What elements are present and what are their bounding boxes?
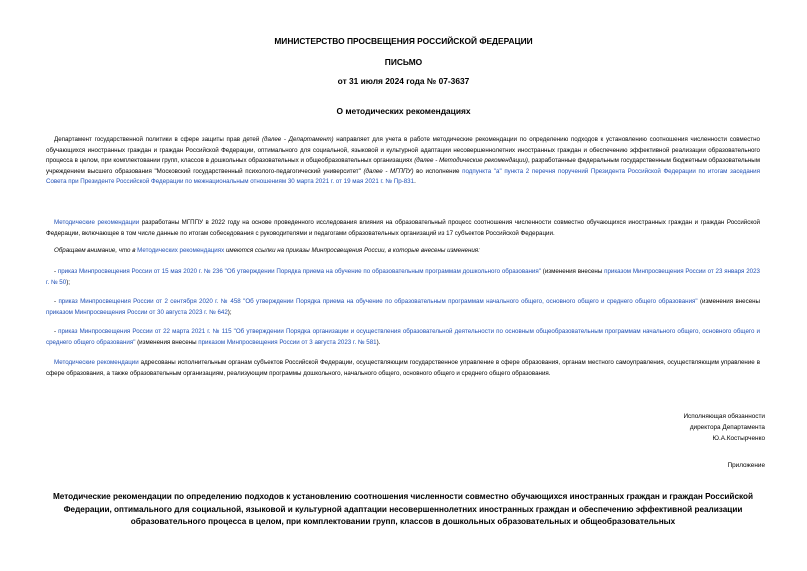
text: .	[414, 178, 416, 186]
document-date-number: от 31 июля 2024 года № 07-3637	[337, 76, 470, 86]
text: (изменения внесены	[540, 268, 605, 275]
signature-department: директора Департамента	[689, 424, 765, 431]
text: ).	[376, 338, 381, 346]
text: );	[66, 278, 70, 286]
text: Департамент государственной политики в сфере защиты прав детей	[54, 136, 262, 143]
text: разработаны МГППУ в 2022 году на основе проведенного исследования влияния на образовательный процесс соотношения численности совместно обучающихся иностранных граждан и граждан Российской Федерации, включающее в том числе данные по итогам собеседования с руководителями и педагогами образовательных организаций из 17 субъектов Российской Федерации.	[46, 219, 761, 237]
paragraph-attention	[46, 246, 760, 257]
ministry-title: МИНИСТЕРСТВО ПРОСВЕЩЕНИЯ РОССИЙСКОЙ ФЕДЕРАЦИИ	[274, 36, 533, 46]
document-subject: О методических рекомендациях	[336, 106, 471, 116]
signature-position: Исполняющая обязанности	[683, 413, 765, 420]
link-order-115[interactable]: приказ Минпросвещения России от 22 марта 2021 г. № 115 "Об утверждении Порядка организации и осуществления образовательной деятельности по основным общеобразовательным программам начального общего, основного общего и среднего общего образования"	[46, 328, 761, 346]
list-item-order-458	[46, 297, 760, 318]
text: , разработанные федеральным государственным бюджетным образовательным учреждением высшего образования "Московский государственный психолого-педагогический университет"	[46, 157, 760, 175]
italic-note: (далее - МГППУ)	[363, 167, 414, 175]
list-item-order-236	[46, 267, 760, 288]
link-methodical-recommendations[interactable]: Методические рекомендации	[54, 219, 140, 226]
link-order-236[interactable]: приказ Минпросвещения России от 15 мая 2020 г. № 236 "Об утверждении Порядка приема на обучение по образовательным программам дошкольного образования"	[57, 268, 541, 275]
link-order-642[interactable]: приказом Минпросвещения России от 30 августа 2023 г. № 642	[46, 308, 228, 316]
italic-note: (далее - Департамент)	[261, 136, 334, 143]
attachment-label: Приложение	[727, 462, 765, 469]
link-order-581[interactable]: приказом Минпросвещения России от 3 августа 2023 г. № 581	[198, 338, 377, 346]
link-order-50[interactable]: приказом Минпросвещения России от 23 января 2023 г. № 50	[46, 268, 760, 286]
appendix-title: Методические рекомендации по определению подходов к установлению соотношения численности совместно обучающихся иностранных граждан и граждан Российской Федерации, оптимального для социальной, языковой и культурной адаптации несовершеннолетних иностранных граждан и обеспечению эффективной реализации образовательного процесса в целом, при комплектовании групп, классов в дошкольных образовательных и общеобразовательных	[52, 492, 754, 526]
italic-text: имеются ссылки на приказы Минпросвещения России, в которые внесены изменения:	[224, 247, 480, 254]
dash: -	[54, 328, 59, 335]
link-methodical-recommendations[interactable]: Методических рекомендациях	[137, 247, 225, 254]
dash: -	[54, 268, 58, 275]
dash: -	[54, 298, 59, 305]
paragraph-development	[46, 218, 760, 239]
list-item-order-115	[46, 327, 760, 348]
document-type: ПИСЬМО	[384, 57, 423, 67]
paragraph-addressees	[46, 358, 760, 379]
text: );	[227, 308, 232, 316]
link-order-458[interactable]: приказ Минпросвещения России от 2 сентября 2020 г. № 458 "Об утверждении Порядка приема на обучение по образовательным программам начального общего, основного общего и среднего общего образования"	[58, 298, 698, 305]
text: адресованы исполнительным органам субъектов Российской Федерации, осуществляющим государственное управление в сфере образования, органам местного самоуправления, осуществляющим управление в сфере образования, а также образовательным организациям, реализующим программы дошкольного, начального общего, основного общего и среднего общего образования.	[46, 359, 760, 377]
link-president-instructions[interactable]: подпункта "а" пункта 2 перечня поручений Президента Российской Федерации по итогам заседания Совета при Президенте Российской Федерации по межнациональным отношениям 30 марта 2021 г. от 19 мая 2021 г. № Пр-831	[46, 167, 760, 186]
text: (изменения внесены	[135, 338, 199, 346]
italic-text: Обращаем внимание, что в	[54, 247, 138, 254]
italic-note: (далее - Методические рекомендации)	[414, 157, 528, 165]
signature-block	[683, 411, 765, 444]
link-methodical-recommendations[interactable]: Методические рекомендации	[54, 359, 139, 366]
paragraph-intro	[46, 135, 760, 188]
text: направляет для учета в работе методические рекомендации по определению подходов к установлению соотношения численности совместно обучающихся иностранных граждан и граждан Российской Федерации, оптимального для социальной, языковой и культурной адаптации несовершеннолетних иностранных граждан и обеспечению эффективной реализации образовательного процесса в целом, при комплектовании групп, классов в дошкольных образовательных и общеобразовательных организациях	[46, 136, 760, 165]
text: (изменения внесены	[697, 298, 760, 305]
signature-name: Ю.А.Костырченко	[712, 435, 765, 442]
text: во исполнение	[413, 167, 463, 175]
